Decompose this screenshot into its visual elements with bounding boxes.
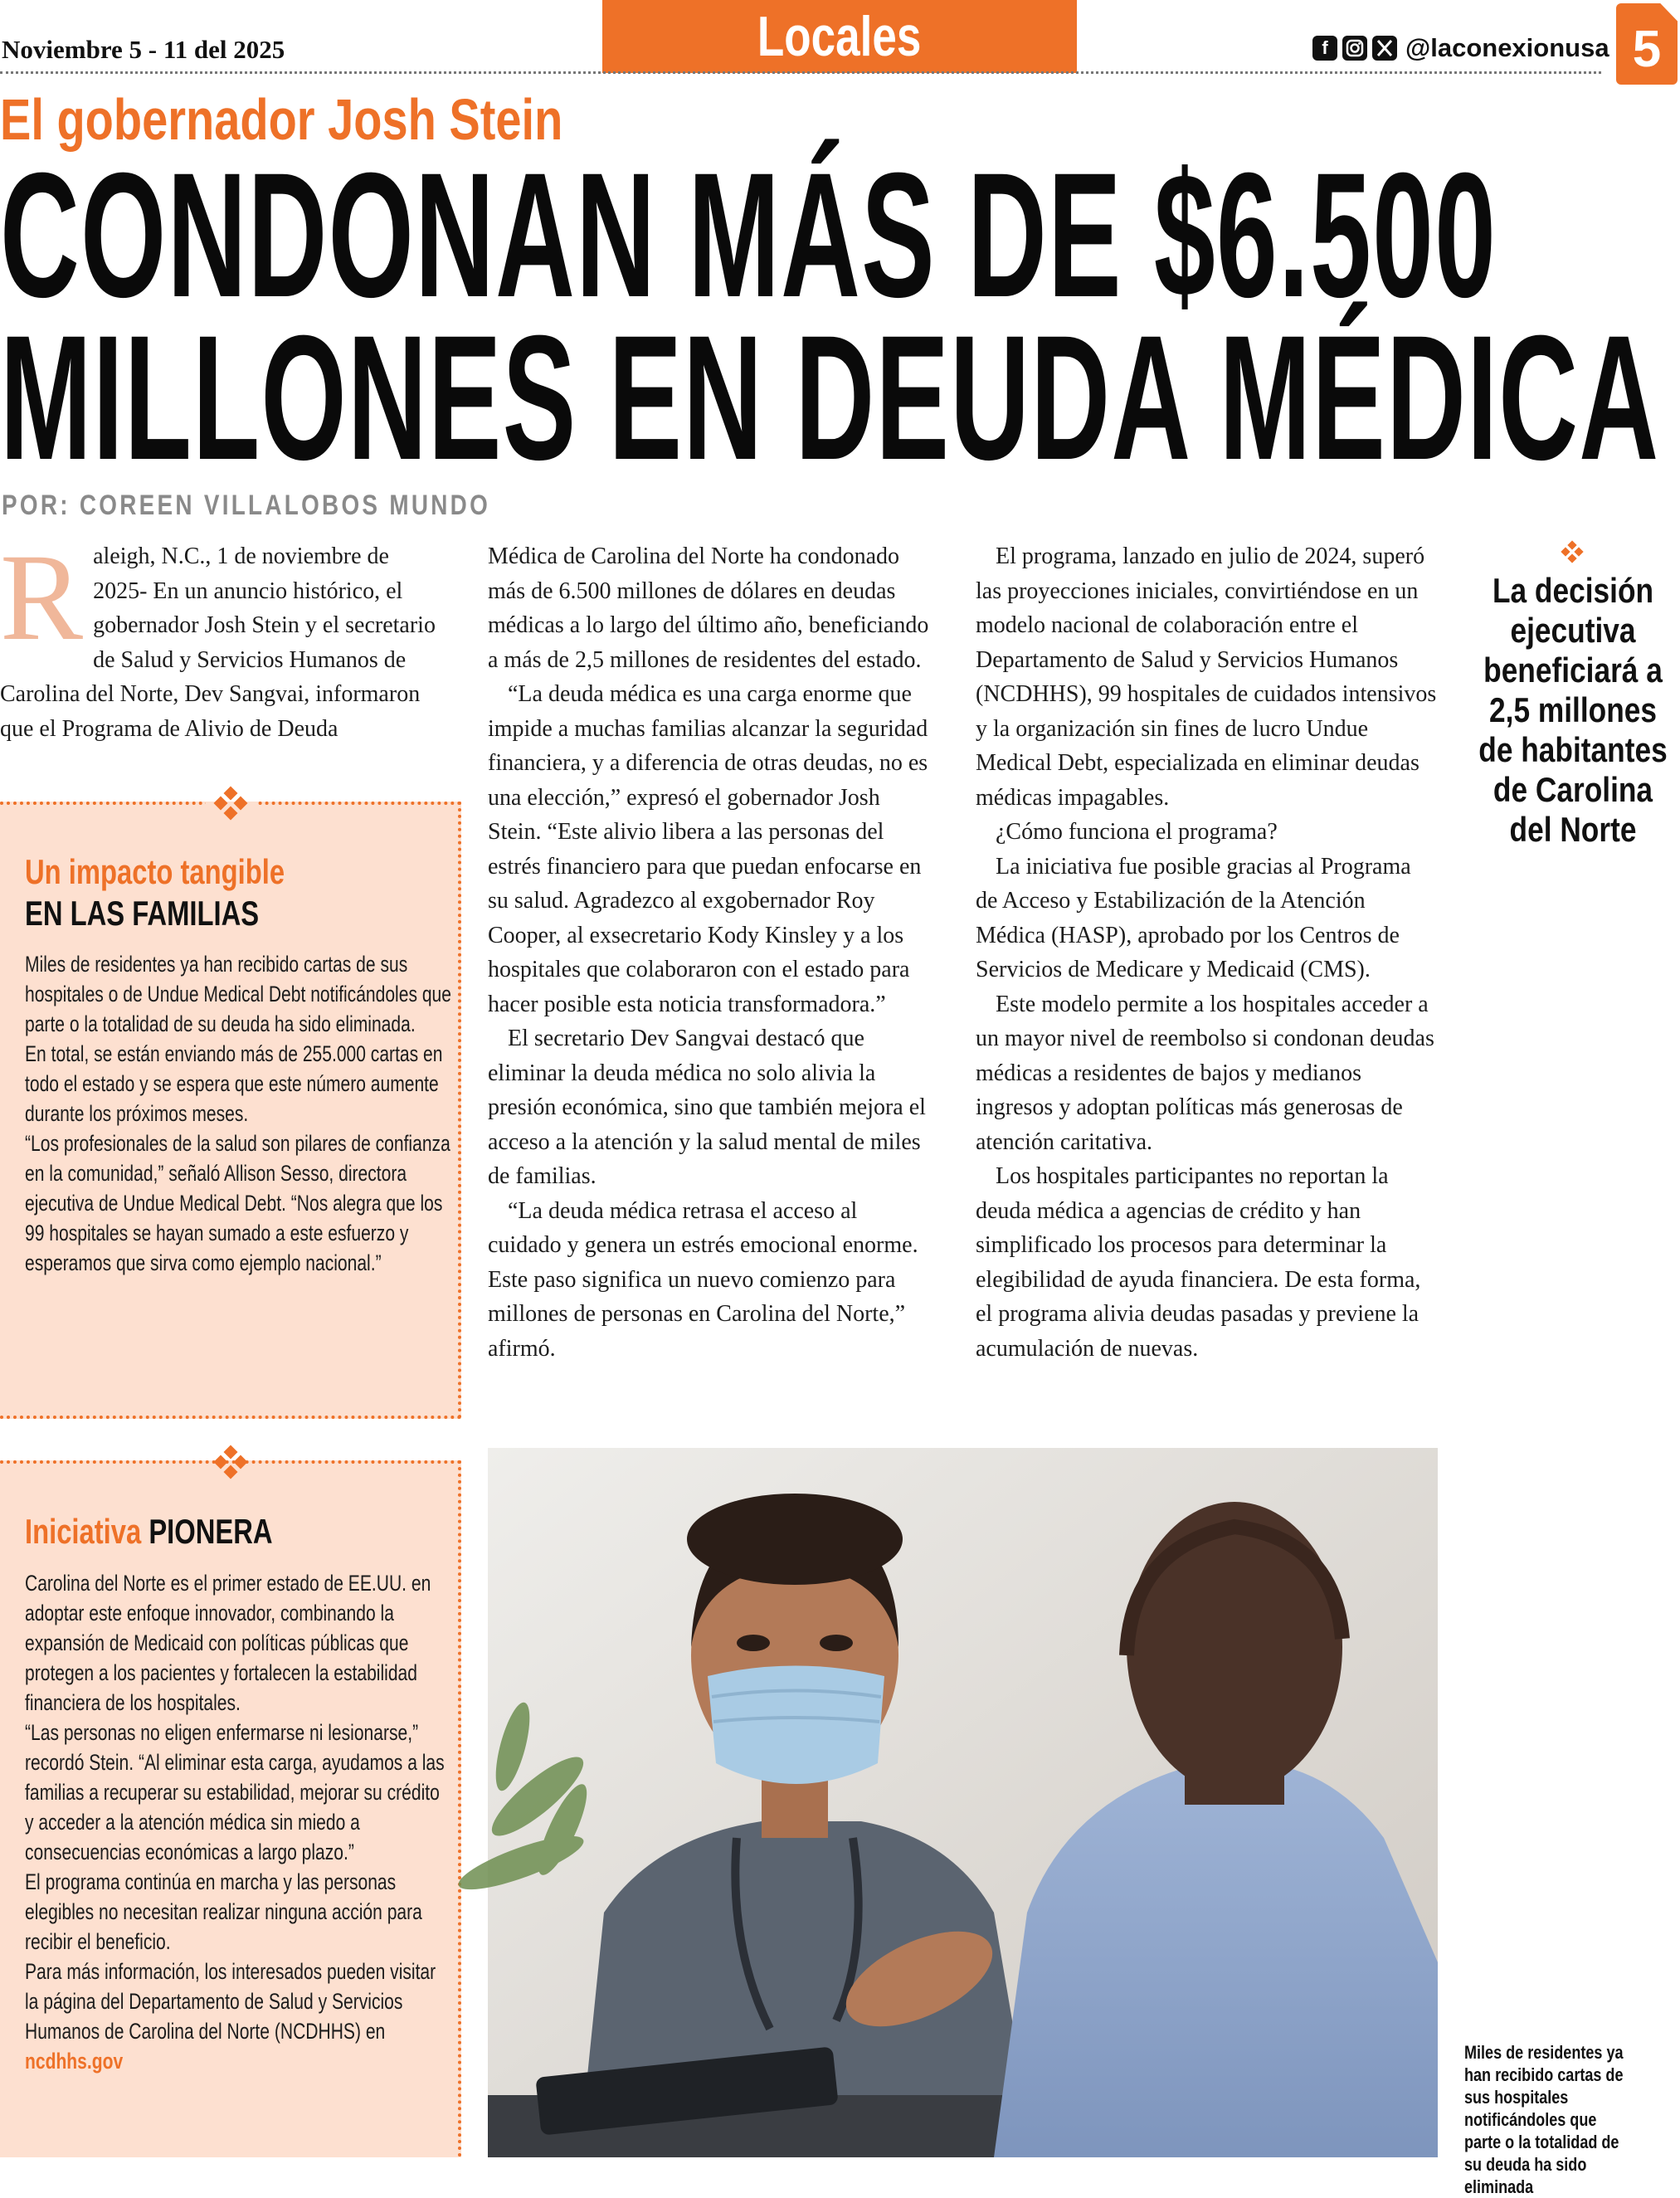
paragraph: Médica de Carolina del Norte ha condonado más de 6.500 millones de dólares en deudas médicas a lo largo del último año, beneficiando a más de 2,5 millones de residentes del estado.	[488, 543, 929, 673]
photo-caption: Miles de residentes ya han recibido cartas de sus hospitales notificándoles que parte o la totalidad de su deuda ha sido eliminada	[1464, 2042, 1624, 2197]
paragraph: Los hospitales participantes no reportan la deuda médica a agencias de crédito y han simplificado los procesos para determinar la elegibilidad de ayuda financiera. De esta forma, el programa alivia deudas pasadas y previene la acumulación de nuevas.	[976, 1163, 1421, 1362]
paragraph: Este modelo permite a los hospitales acceder a un mayor nivel de reembolso si condonan deudas médicas a residentes de bajos y medianos ingresos y adoptan políticas más generosas de atención caritativa.	[976, 991, 1434, 1155]
paragraph: “La deuda médica es una carga enorme que impide a muchas familias alcanzar la seguridad financiera, y a diferencia de otras deudas, no es una elección,” expresó el gobernador Josh Stein. “Este alivio libera a las personas del estrés financiero para que puedan enfocarse en su salud. Agradezco al exgobernador Roy Cooper, al exsecretario Kody Kinsley y a los hospitales que colaboraron con el estado para hacer posible esta noticia transformadora.”	[488, 681, 928, 1017]
diamond-ornament-icon	[206, 787, 256, 820]
box-title	[25, 1510, 346, 1553]
facebook-icon[interactable]: f	[1312, 36, 1337, 61]
photo-illustration	[488, 1448, 1438, 2157]
box-title-primary: Un impacto tangible	[25, 852, 285, 891]
kicker: El gobernador Josh Stein	[0, 87, 563, 152]
sidebar-box-iniciativa	[0, 1460, 461, 2157]
box-paragraph-final	[25, 1957, 452, 2076]
sidebar-box-impacto	[0, 802, 461, 1419]
article-photo	[488, 1448, 1438, 2157]
paragraph: El programa, lanzado en julio de 2024, superó las proyecciones iniciales, convirtiéndose en un modelo nacional de colaboración entre el Departamento de Salud y Servicios Humanos (NCDHHS), 99 hospitales de cuidados intensivos y la organización sin fines de lucro Undue Medical Debt, especializada en eliminar deudas médicas impagables.	[976, 543, 1437, 811]
section-banner	[602, 0, 1077, 73]
social-links	[1312, 33, 1609, 63]
box-title-secondary: EN LAS FAMILIAS	[25, 894, 260, 933]
box-body	[25, 1568, 452, 2076]
lead-paragraph-text: aleigh, N.C., 1 de noviembre de 2025- En un anuncio histórico, el gobernador Josh Stein y el secretario de Salud y Servicios Humanos de Carolina del Norte, Dev Sangvai, informaron que el Programa de Alivio de Deuda	[0, 543, 436, 742]
section-label: Locales	[757, 5, 922, 68]
box-title-secondary: PIONERA	[149, 1512, 273, 1551]
headline-line-2: MILLONES EN DEUDA MÉDICA	[0, 299, 1660, 497]
issue-date: Noviembre 5 - 11 del 2025	[2, 35, 285, 64]
headline-line-1: CONDONAN MÁS DE $6.500	[0, 136, 1497, 334]
dropcap: R	[0, 529, 84, 666]
box-paragraph: En total, se están enviando más de 255.000 cartas en todo el estado y se espera que este número aumente durante los próximos meses.	[25, 1041, 443, 1126]
headline	[0, 136, 1680, 497]
article-column-1	[0, 529, 438, 746]
diamond-ornament-icon	[206, 1445, 256, 1479]
article-column-2	[488, 539, 936, 1366]
page-number: 5	[1632, 21, 1662, 78]
social-handle[interactable]: @laconexionusa	[1405, 33, 1609, 62]
box-paragraph: Carolina del Norte es el primer estado de EE.UU. en adoptar este enfoque innovador, combinando la expansión de Medicaid con políticas públicas que protegen a los pacientes y fortalecen la estabilidad financiera de los hospitales.	[25, 1571, 431, 1715]
subheading: ¿Cómo funciona el programa?	[996, 819, 1278, 845]
paragraph: “La deuda médica retrasa el acceso al cuidado y genera un estrés emocional enorme. Este paso significa un nuevo comienzo para millones de personas en Carolina del Norte,” afirmó.	[488, 1197, 918, 1362]
box-paragraph: “Los profesionales de la salud son pilares de confianza en la comunidad,” señaló Allison Sesso, directora ejecutiva de Undue Medical Debt. “Nos alegra que los 99 hospitales se hayan sumado a este esfuerzo y esperamos que sirva como ejemplo nacional.”	[25, 1131, 450, 1275]
paragraph: El secretario Dev Sangvai destacó que eliminar la deuda médica no solo alivia la presión económica, sino que también mejora el acceso a la atención y la salud mental de miles de familias.	[488, 1026, 926, 1189]
pull-quote: La decisión ejecutiva beneficiará a 2,5 millones de habitantes de Carolina del Norte	[1478, 571, 1668, 849]
diamond-ornament-icon	[1560, 541, 1585, 566]
lead-paragraph	[0, 529, 438, 746]
header-rule	[0, 71, 1601, 74]
box-paragraph-text: Para más información, los interesados pueden visitar la página del Departamento de Salud y Servicios Humanos de Carolina del Norte (NCDHHS) en	[25, 1959, 436, 2044]
byline: POR: COREEN VILLALOBOS MUNDO	[2, 490, 491, 521]
box-paragraph: El programa continúa en marcha y las personas elegibles no necesitan realizar ninguna acción para recibir el beneficio.	[25, 1869, 422, 1954]
x-icon[interactable]	[1372, 36, 1397, 61]
box-paragraph: Miles de residentes ya han recibido cartas de sus hospitales o de Undue Medical Debt notificándoles que parte o la totalidad de su deuda ha sido eliminada.	[25, 952, 451, 1036]
article-column-3	[976, 539, 1437, 1366]
instagram-icon[interactable]	[1342, 36, 1367, 61]
ncdhhs-link[interactable]: ncdhhs.gov	[25, 2049, 124, 2074]
box-paragraph: “Las personas no eligen enfermarse ni lesionarse,” recordó Stein. “Al eliminar esta carga, ayudamos a las familias a recuperar su estabilidad, mejorar su crédito y acceder a la atención médica sin miedo a consecuencias económicas a largo plazo.”	[25, 1720, 445, 1864]
box-title-primary: Iniciativa	[25, 1512, 142, 1551]
paragraph: La iniciativa fue posible gracias al Programa de Acceso y Estabilización de la Atención Médica (HASP), aprobado por los Centros de Servicios de Medicare y Medicaid (CMS).	[976, 853, 1411, 982]
box-body	[25, 949, 452, 1278]
